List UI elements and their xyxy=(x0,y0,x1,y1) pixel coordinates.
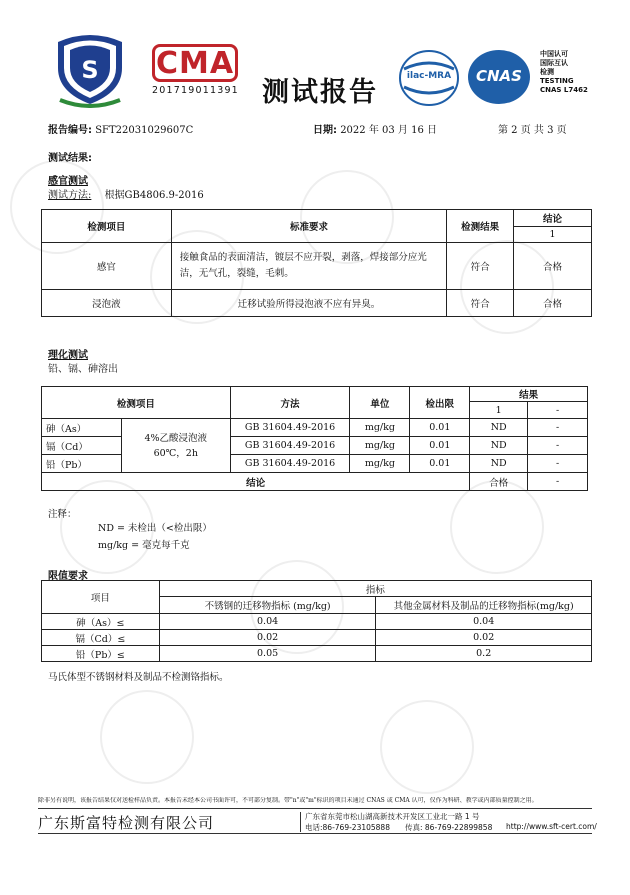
limits-heading: 限值要求 xyxy=(48,571,88,582)
table-row xyxy=(42,243,592,290)
disclaimer: 除非另有说明，该报告结果仅对送检样品负责。本报告未经本公司书面许可，不可部分复制。带"n"或"m"标识的项目未通过 CNAS 或 CMA 认可，仅作为科研、教学或内部质量控制之用。 xyxy=(38,797,538,804)
header-standard: 标准要求 xyxy=(171,210,447,243)
cell-other: 0.02 xyxy=(376,630,592,646)
table-row xyxy=(42,630,592,646)
company-fax: 传真: 86-769-22899858 xyxy=(405,823,493,832)
cell-r1: ND xyxy=(470,455,528,473)
footer-divider xyxy=(38,808,592,809)
note-nd: ND = 未检出（<检出限） xyxy=(98,523,212,534)
company-website[interactable]: http://www.sft-cert.com/ xyxy=(506,822,597,831)
svg-text:S: S xyxy=(81,56,99,84)
chem-heading: 理化测试 xyxy=(48,350,88,361)
header-item: 检测项目 xyxy=(42,210,172,243)
cell-limit: 0.01 xyxy=(410,455,470,473)
shield-logo xyxy=(50,28,130,108)
cell-conclusion: 合格 xyxy=(514,243,592,290)
cell-conclusion: 合格 xyxy=(514,290,592,317)
table-row xyxy=(42,290,592,317)
cell-r1: ND xyxy=(470,419,528,437)
cell-ss: 0.05 xyxy=(159,646,376,662)
page-indicator: 第 2 页 共 3 页 xyxy=(498,125,567,136)
cell-item: 感官 xyxy=(42,243,172,290)
cell-other: 0.04 xyxy=(376,614,592,630)
header-method: 方法 xyxy=(230,387,350,419)
sensory-method xyxy=(48,186,204,201)
header-col2: - xyxy=(528,402,588,419)
accred-line: TESTING xyxy=(540,77,574,85)
accred-line: 检测 xyxy=(540,68,554,76)
cell-r2: - xyxy=(528,419,588,437)
cma-mark: CMA xyxy=(152,44,238,82)
header-ss: 不锈钢的迁移物指标 (mg/kg) xyxy=(159,597,376,614)
cell-result: 符合 xyxy=(447,243,514,290)
limits-table xyxy=(41,580,592,662)
report-number-label: 报告编号: xyxy=(48,125,92,136)
cell-unit: mg/kg xyxy=(350,455,410,473)
company-name: 广东斯富特检测有限公司 xyxy=(38,814,215,832)
table-row xyxy=(42,419,588,437)
date-label: 日期: xyxy=(313,125,337,136)
cell-condition: 4%乙酸浸泡液 60℃，2h xyxy=(121,419,230,473)
company-phone: 电话:86-769-23105888 xyxy=(305,823,390,832)
header-conclusion: 结论 xyxy=(514,210,592,227)
chem-table xyxy=(41,386,588,491)
cell-method: GB 31604.49-2016 xyxy=(230,437,350,455)
cell-unit: mg/kg xyxy=(350,437,410,455)
header-item: 检测项目 xyxy=(42,387,231,419)
cell-r1: ND xyxy=(470,437,528,455)
cell-r2: - xyxy=(528,455,588,473)
accred-line: 中国认可 xyxy=(540,50,568,58)
cell-limit: 0.01 xyxy=(410,419,470,437)
cell-item: 铅（Pb）≤ xyxy=(42,646,160,662)
accred-line: 国际互认 xyxy=(540,59,568,67)
cell-item: 镉（Cd）≤ xyxy=(42,630,160,646)
conclusion-row xyxy=(42,473,588,491)
cell-standard: 迁移试验所得浸泡液不应有异臭。 xyxy=(171,290,447,317)
results-label: 测试结果: xyxy=(48,153,92,164)
header-result: 检测结果 xyxy=(447,210,514,243)
report-number-value: SFT22031029607C xyxy=(95,125,194,136)
note-unit: mg/kg = 毫克每千克 xyxy=(98,540,190,551)
report-number xyxy=(48,121,193,136)
sensory-table xyxy=(41,209,592,317)
method-value: 根据GB4806.9-2016 xyxy=(104,190,204,201)
accreditation-text xyxy=(540,50,588,95)
cell-method: GB 31604.49-2016 xyxy=(230,419,350,437)
header-col1: 1 xyxy=(470,402,528,419)
company-address: 广东省东莞市松山湖高新技术开发区工业北一路 1 号 xyxy=(305,812,480,821)
header-limit: 检出限 xyxy=(410,387,470,419)
cell-item: 浸泡液 xyxy=(42,290,172,317)
header-result: 结果 xyxy=(470,387,588,402)
limits-note: 马氏体型不锈钢材料及制品不检测铬指标。 xyxy=(48,672,229,683)
ilac-text: ilac-MRA xyxy=(406,71,452,81)
conclusion-label: 结论 xyxy=(42,473,470,491)
footer-separator xyxy=(300,812,301,832)
notes-label: 注释： xyxy=(48,509,77,520)
header-indicator: 指标 xyxy=(159,581,591,597)
cell-item: 铅（Pb） xyxy=(42,455,122,473)
accred-line: CNAS L7462 xyxy=(540,86,588,94)
header-unit: 单位 xyxy=(350,387,410,419)
cell-standard: 接触食品的表面清洁，镀层不应开裂，剥落，焊接部分应光洁，无气孔，裂缝，毛刺。 xyxy=(171,243,447,290)
cell-ss: 0.02 xyxy=(159,630,376,646)
cell-limit: 0.01 xyxy=(410,437,470,455)
cell-other: 0.2 xyxy=(376,646,592,662)
chem-subheading: 铅、镉、砷溶出 xyxy=(48,364,118,375)
conclusion-r1: 合格 xyxy=(470,473,528,491)
cell-method: GB 31604.49-2016 xyxy=(230,455,350,473)
sensory-heading: 感官测试 xyxy=(48,176,88,187)
report-date xyxy=(313,121,437,136)
conclusion-r2: - xyxy=(528,473,588,491)
cell-item: 砷（As）≤ xyxy=(42,614,160,630)
header-item: 项目 xyxy=(42,581,160,614)
header-sample: 1 xyxy=(514,227,592,243)
cell-r2: - xyxy=(528,437,588,455)
footer-bottom-line xyxy=(38,833,592,834)
cell-result: 符合 xyxy=(447,290,514,317)
page-title: 测试报告 xyxy=(262,77,378,108)
cma-number: 201719011391 xyxy=(152,85,239,96)
cell-item: 镉（Cd） xyxy=(42,437,122,455)
cnas-logo xyxy=(466,48,532,106)
header-other: 其他金属材料及制品的迁移物指标(mg/kg) xyxy=(376,597,592,614)
cell-item: 砷（As） xyxy=(42,419,122,437)
cell-unit: mg/kg xyxy=(350,419,410,437)
ilac-logo xyxy=(398,49,460,107)
table-row xyxy=(42,646,592,662)
date-value: 2022 年 03 月 16 日 xyxy=(340,125,437,136)
table-row xyxy=(42,614,592,630)
cell-ss: 0.04 xyxy=(159,614,376,630)
method-label: 测试方法: xyxy=(48,190,92,201)
cma-logo xyxy=(152,44,238,94)
cnas-text: CNAS xyxy=(476,67,522,85)
